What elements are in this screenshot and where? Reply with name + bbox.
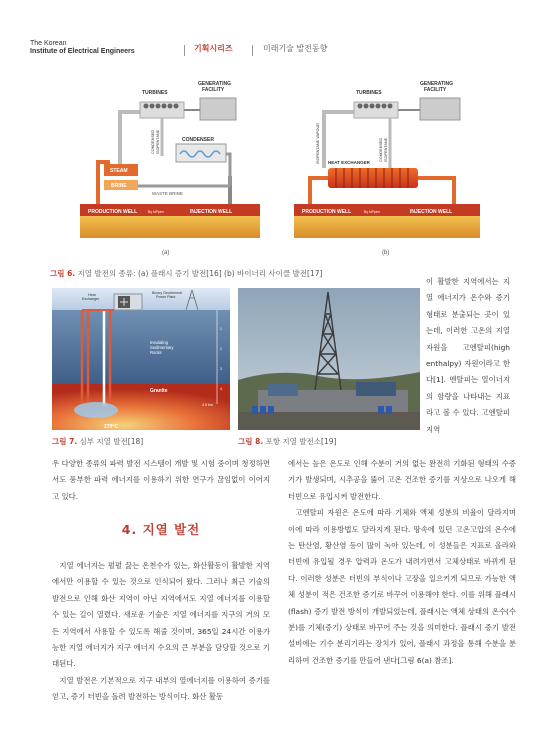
isopentane-vapour-label: ISOPENTANE VAPOUR xyxy=(316,123,320,164)
facility-label: FACILITY xyxy=(202,87,225,93)
isopentane-label: ISOPENTANE xyxy=(384,137,388,162)
scale-tick-1: 1 xyxy=(220,327,222,331)
credit-label: By kiPpen xyxy=(148,210,164,214)
scale-tick-2: 2 xyxy=(220,347,222,351)
waste-brine-label: WASTE BRINE xyxy=(152,191,183,196)
figure-6-caption xyxy=(50,268,322,279)
right-paragraph-2: 고엔탈피 자원은 온도에 따라 기체와 액체 성분의 비율이 달라지며 이에 따라 이용방법도 달라지게 된다. 땅속에 있던 고온고압의 온수에는 탄산염, 황산염 등이 많이 녹아 있는데, 이 성분들은 지표로 올라와 터빈에 유입될 경우 압력과 온도가 내려가면서 고체상태로 바뀌게 된다. 이러한 성분은 터빈의 부식이나 고장을 일으키게 되므로 가능한 액체 성분이 적은 건조한 증기로 바꾸어 이용해야 한다. 이를 위해 플래시(flash) 증기 발전 방식이 개발되었는데, 플래시는 액체 상태의 온수(수분)를 기체(증기) 상태로 바꾸어 주는 것을 의미한다. 플래시 증기 발전 설비에는 기수 분리기라는 장치가 있어, 플래시 과정을 통해 수분을 분리하여 건조한 증기를 만들어 낸다[그림 6(a) 참조]. xyxy=(288,508,516,665)
page-header xyxy=(30,40,530,62)
condenser-label: CONDENSER xyxy=(182,137,214,143)
left-top-paragraph: 우 다양한 종류의 파력 발전 시스템이 개발 및 시험 중이며 청정하면서도 풍부한 파력 에너지를 이용하기 위한 연구가 끊임없이 이어지고 있다. xyxy=(52,459,270,501)
generating-facility xyxy=(420,98,460,120)
plant-label-1: Binary Geothermal xyxy=(152,291,182,295)
steam-label: STEAM xyxy=(110,168,128,174)
flash-steam-diagram xyxy=(80,81,260,256)
generating-label: GENERATING xyxy=(420,81,453,87)
sublabel-a: (a) xyxy=(162,250,170,256)
insulating-label-1: Insulating xyxy=(150,340,168,345)
facility-label: FACILITY xyxy=(424,87,447,93)
section-heading: 4. 지열 발전 xyxy=(121,522,201,537)
right-column-body xyxy=(288,456,516,669)
generating-label: GENERATING xyxy=(198,81,231,87)
injection-well-label: INJECTION WELL xyxy=(190,209,233,215)
ground xyxy=(238,412,420,430)
depth-label: 4.5 km xyxy=(202,403,213,407)
condensed-label: CONDENSED xyxy=(151,129,155,154)
figure-6-caption-label: 그림 6. xyxy=(50,269,76,278)
production-well-label: PRODUCTION WELL xyxy=(88,209,138,215)
injection-pipe xyxy=(418,178,454,204)
figure-8-caption-label: 그림 8. xyxy=(238,437,264,446)
figure-8-caption xyxy=(238,436,336,447)
org-name-line1: The Korean xyxy=(30,40,67,47)
turbines-label: TURBINES xyxy=(356,90,382,96)
ground-layer xyxy=(294,216,480,238)
figure-8-photo xyxy=(238,288,420,430)
scale-tick-4: 4 xyxy=(220,387,222,391)
topic-label: 미래기술 발전동향 xyxy=(263,44,328,53)
steam-pipe xyxy=(120,112,140,164)
insulating-label-2: Sedimentary xyxy=(150,345,174,350)
org-name-line2: Institute of Electrical Engineers xyxy=(30,48,135,55)
sedimentary-rock xyxy=(52,310,230,384)
sublabel-b: (b) xyxy=(382,250,390,256)
figure-7-caption-label: 그림 7. xyxy=(52,437,78,446)
left-paragraph-2: 지열 발전은 기본적으로 지구 내부의 열에너지를 이용하여 증기를 얻고, 증기 터빈을 돌려 발전하는 방식이다. 화산 활동 xyxy=(52,675,270,702)
figure-6-diagram xyxy=(80,76,480,258)
figure-7-diagram xyxy=(52,288,230,430)
turbines-label: TURBINES xyxy=(142,90,168,96)
header-divider xyxy=(252,45,253,56)
heat-exchanger-label: HEAT EXCHANGER xyxy=(328,160,370,165)
ground-layer xyxy=(80,216,260,238)
temperature-label: 270°C xyxy=(104,424,118,430)
scale-tick-3: 3 xyxy=(220,367,222,371)
heat-exchanger-label-2: Exchanger xyxy=(82,297,100,301)
heat-exchanger-label-1: Heat xyxy=(88,293,96,297)
right-paragraph-1: 에서는 높은 온도로 인해 수분이 거의 없는 완전히 기화된 형태의 수증기가 발생되며, 시추공을 뚫어 고온 건조한 증기를 지상으로 나오게 해 터빈으로 유입시켜 발전한다. xyxy=(288,459,516,501)
credit-label: By kiPpen xyxy=(364,210,380,214)
condensed-label: CONDENSED xyxy=(379,137,383,162)
right-top-paragraph: 이 활발한 지역에서는 지열 에너지가 온수와 증기 형태로 분출되는 곳이 있는데, 이러한 고온의 지열 자원을 고엔탈피(high enthalpy) 자원이라고 한다[1]. 엔탈피는 열이너지의 함량을 나타내는 지표라고 볼 수 있다. 고엔탈피 지역 xyxy=(426,277,510,434)
granite-label: Granite xyxy=(150,388,168,394)
equipment-container xyxy=(356,382,396,396)
injection-well-label: INJECTION WELL xyxy=(410,209,453,215)
brine-label: BRINE xyxy=(111,183,127,189)
left-paragraph-1: 지열 에너지는 펄펄 끓는 온천수가 있는, 화산활동이 활발한 지역에서만 이용할 수 있는 것으로 인식되어 왔다. 그러나 최근 기술의 발전으로 인해 화산 지역이 아닌 지역에서도 지열 에너지를 이용할 수 있는 길이 열렸다. 새로운 기술은 지열 에너지를 지구의 거의 모든 지역에서 사용할 수 있도록 해줄 것이며, 365일 24시간 이용가능한 지열 에너지가 지구 에너지 수요의 큰 부분을 담당할 것으로 기대된다. xyxy=(52,561,270,669)
fracture-zone xyxy=(74,402,118,418)
isopentane-label: ISOPENTANE xyxy=(156,129,160,154)
generating-facility xyxy=(200,98,236,120)
left-column-body xyxy=(52,558,270,706)
production-pipe xyxy=(310,178,328,204)
production-well-label: PRODUCTION WELL xyxy=(302,209,352,215)
binary-cycle-diagram xyxy=(294,81,480,256)
plant-label-2: Power Plant xyxy=(156,295,176,299)
equipment-container xyxy=(268,384,298,396)
figure-6-caption-text: 지열 발전의 종류: (a) 플래시 증기 발전[16] (b) 바이너리 사이클 발전[17] xyxy=(75,269,323,278)
header-divider xyxy=(184,45,185,56)
series-label: 기획시리즈 xyxy=(194,44,233,53)
figure-8-caption-text: 포항 지열 발전소[19] xyxy=(263,437,337,446)
insulating-label-3: Rocks xyxy=(150,350,162,355)
figure-7-caption-text: 심부 지열 발전[18] xyxy=(77,437,144,446)
figure-7-caption xyxy=(52,436,143,447)
heat-exchanger xyxy=(328,168,418,188)
